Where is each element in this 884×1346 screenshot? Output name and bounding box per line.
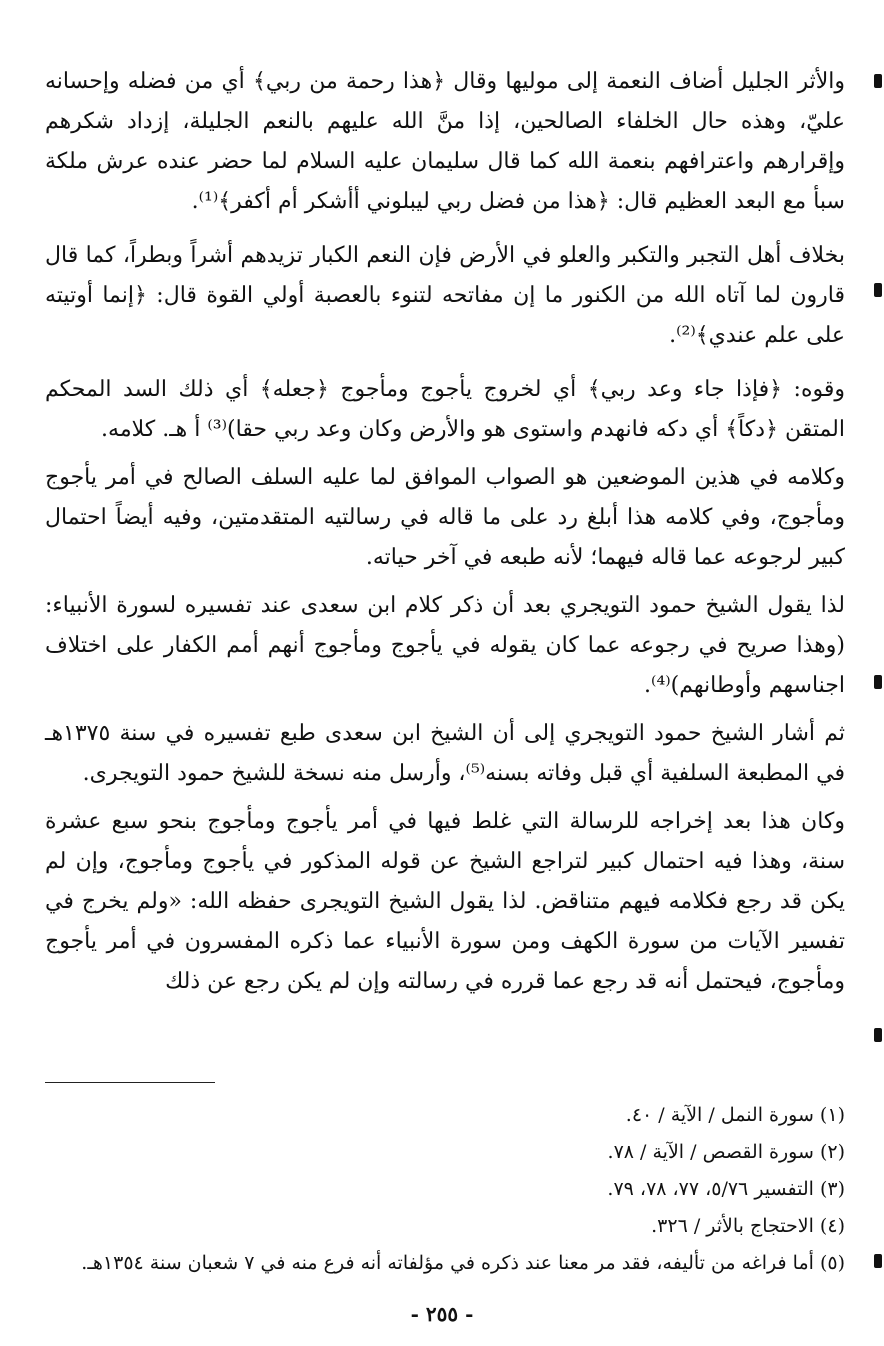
paragraph-3: وقوه: ﴿فإذا جاء وعد ربي﴾ أي لخروج يأجوج ومأجوج ﴿جعله﴾ أي ذلك السد المحكم المتقن ﴿دكاً﴾ أي دكه فانهدم واستوى هو والأرض وكان وعد ربي حقا)⁽³⁾ أ هـ. كلامه. (45, 377, 845, 442)
footnote-3: (٣) التفسير ٥/٧٦، ٧٧، ٧٨، ٧٩. (607, 1178, 845, 1200)
footnote-4: (٤) الاحتجاج بالأثر / ٣٢٦. (651, 1215, 845, 1237)
footnote-5: (٥) أما فراغه من تأليفه، فقد مر معنا عند ذكره في مؤلفاته أنه فرع منه في ٧ شعبان سنة ١٣٥٤هـ. (81, 1252, 845, 1274)
paragraph-2: بخلاف أهل التجبر والتكبر والعلو في الأرض فإن النعم الكبار تزيدهم أشراً وبطراً، كما قال قارون لما آتاه الله من الكنور ما إن مفاتحه لتنوء بالعصبة أولي القوة قال: ﴿إنما أوتيته على علم عندي﴾⁽²⁾. (45, 243, 845, 348)
margin-mark (874, 283, 882, 297)
footnotes (45, 1097, 845, 1282)
paragraph-7: وكان هذا بعد إخراجه للرسالة التي غلط فيها في أمر يأجوج ومأجوج بنحو سبع عشرة سنة، وهذا فيه احتمال كبير لتراجع الشيخ عن قوله المذكور في يأجوج ومأجوج، وإن لم يكن قد رجع فكلامه فيهم متناقض. لذا يقول الشيخ التويجرى حفظه الله: «ولم يخرج في تفسير الآيات من سورة الكهف ومن سورة الأنبياء عما ذكره المفسرون في أمر يأجوج ومأجوج، فيحتمل أنه قد رجع عما قرره في رسالته وإن لم يكن رجع عن ذلك (45, 809, 845, 994)
footnote-1: (١) سورة النمل / الآية / ٤٠. (625, 1104, 845, 1126)
margin-mark (874, 1254, 882, 1268)
paragraph-1: والأثر الجليل أضاف النعمة إلى موليها وقال ﴿هذا رحمة من ربي﴾ أي من فضله وإحسانه عليّ، وهذه حال الخلفاء الصالحين، إذا منَّ الله عليهم بالنعم الجليلة، إزداد شكرهم وإقرارهم واعترافهم بنعمة الله كما قال سليمان عليه السلام لما حضر عنده عرش ملكة سبأ مع البعد العظيم قال: ﴿هذا من فضل ربي ليبلوني أأشكر أم أكفر﴾⁽¹⁾. (45, 69, 845, 214)
footnote-separator (45, 1082, 215, 1083)
margin-mark (874, 1028, 882, 1042)
paragraph-4: وكلامه في هذين الموضعين هو الصواب الموافق لما عليه السلف الصالح في أمر يأجوج ومأجوج، وفي كلامه هذا أبلغ رد على ما قاله في رسالتيه المتقدمتين، وفيه أيضاً احتمال كبير لرجوعه عما قاله فيهما؛ لأنه طبعه في آخر حياته. (45, 465, 845, 570)
page-number: - ٢٥٥ - (410, 1302, 474, 1326)
main-text (45, 62, 845, 1010)
footnote-2: (٢) سورة القصص / الآية / ٧٨. (607, 1141, 845, 1163)
paragraph-5: لذا يقول الشيخ حمود التويجري بعد أن ذكر كلام ابن سعدى عند تفسيره لسورة الأنبياء: (وهذا صريح في رجوعه عما كان يقوله في يأجوج ومأجوج أنهم أمم الكفار على اختلاف اجناسهم وأوطانهم)⁽⁴⁾. (45, 593, 845, 698)
paragraph-6: ثم أشار الشيخ حمود التويجري إلى أن الشيخ ابن سعدى طبع تفسيره في سنة ١٣٧٥هـ في المطبعة السلفية أي قبل وفاته بسنه⁽⁵⁾، وأرسل منه نسخة للشيخ حمود التويجرى. (45, 721, 845, 786)
margin-mark (874, 74, 882, 88)
margin-mark (874, 675, 882, 689)
